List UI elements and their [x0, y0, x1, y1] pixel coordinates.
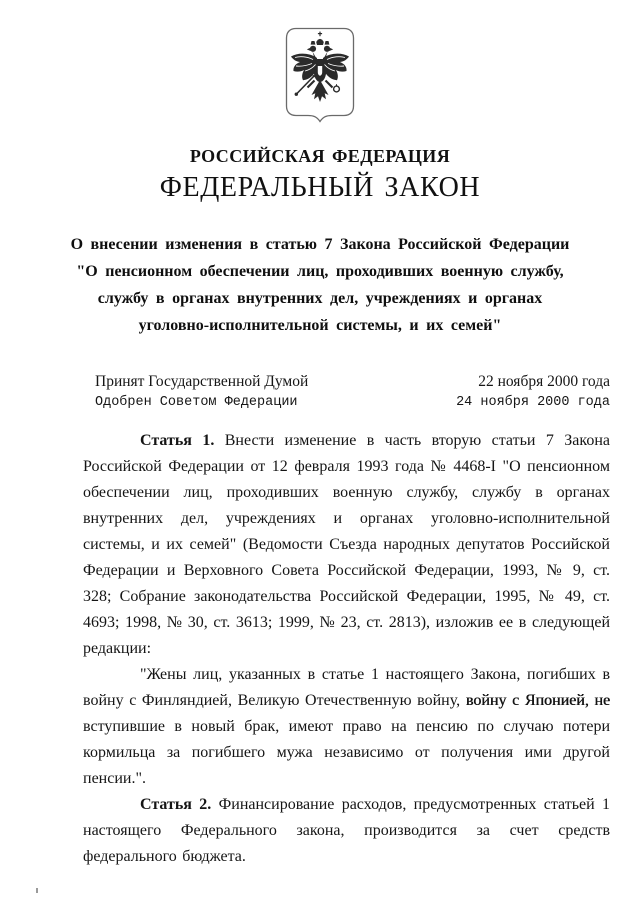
article-2-paragraph	[83, 792, 610, 870]
adoption-row-council	[95, 393, 610, 412]
law-title-line-3: службу в органах внутренних дел, учреждениях и органах	[97, 290, 543, 307]
quoted-amendment-text-post: вступившие в новый брак, имеют право на пенсию по случаю потери кормильца за погибшего мужа независимо от получения ими другой пенсии.".	[83, 718, 610, 787]
law-title-line-1: О внесении изменения в статью 7 Закона Российской Федерации	[70, 236, 570, 253]
quoted-amendment-text-dark: войну с Японией, не	[465, 692, 611, 709]
quoted-amendment-paragraph	[83, 662, 610, 792]
law-title-line-2: "О пенсионном обеспечении лиц, проходивших военную службу,	[76, 263, 564, 280]
article-2-text: Финансирование расходов, предусмотренных статьей 1 настоящего Федерального закона, производится за счет средств федерального бюджета.	[83, 796, 610, 865]
country-heading: РОССИЙСКАЯ ФЕДЕРАЦИЯ	[189, 146, 451, 166]
emblem	[0, 0, 640, 123]
article-2-label: Статья 2.	[140, 796, 212, 813]
approved-by-council-label: Одобрен Советом Федерации	[95, 395, 298, 410]
law-body	[83, 428, 610, 870]
adoption-block	[95, 372, 610, 412]
law-title-line-4: уголовно-исполнительной системы, и их семей"	[138, 317, 502, 334]
approved-by-council-date: 24 ноября 2000 года	[456, 395, 610, 410]
adopted-by-duma-date: 22 ноября 2000 года	[478, 373, 610, 390]
article-1-label: Статья 1.	[140, 432, 215, 449]
article-1-paragraph	[83, 428, 610, 662]
law-title	[50, 231, 590, 339]
adopted-by-duma-label: Принят Государственной Думой	[95, 373, 309, 390]
quoted-amendment-text: "Жены лиц, указанных в статье 1 настоящего Закона, погибших в войну с Финляндией, Великую Отечественную войну,	[83, 666, 610, 709]
russia-coat-of-arms-icon	[283, 25, 357, 123]
adoption-row-duma	[95, 372, 610, 391]
article-1-text: Внести изменение в часть вторую статьи 7 Закона Российской Федерации от 12 февраля 1993 года № 4468-I "О пенсионном обеспечении лиц, проходивших военную службу, службу в органах внутренних дел, учреждениях и органах уголовно-исполнительной системы, и их семей" (Ведомости Съезда народных депутатов Российской Федерации и Верховного Совета Российской Федерации, 1993, № 9, ст. 328; Собрание законодательства Российской Федерации, 1995, № 49, ст. 4693; 1998, № 30, ст. 3613; 1999, № 23, ст. 2813), изложив ее в следующей редакции:	[83, 432, 610, 657]
document-type-heading: ФЕДЕРАЛЬНЫЙ ЗАКОН	[159, 172, 481, 203]
scan-artifact	[36, 888, 38, 893]
